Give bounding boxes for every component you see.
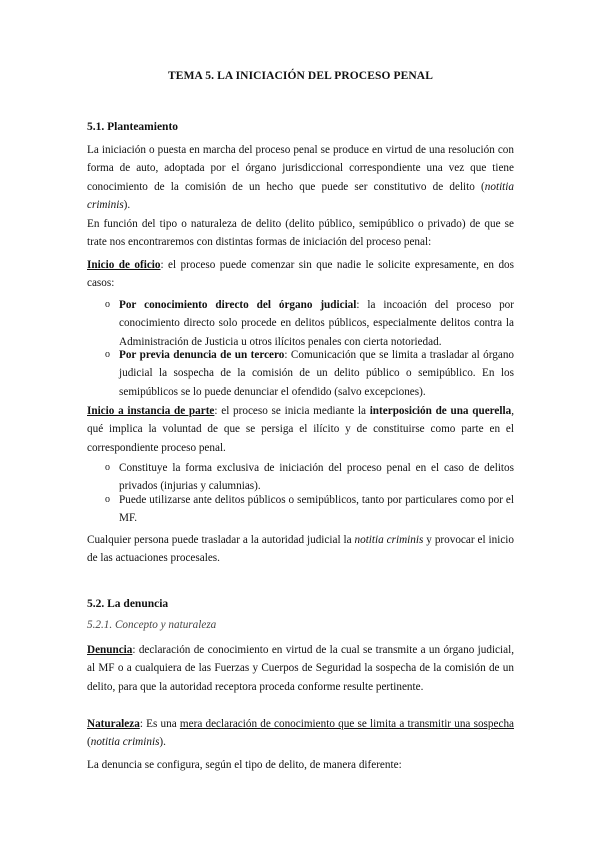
paragraph-configura: La denuncia se configura, según el tipo de delito, de manera diferente: — [87, 759, 402, 771]
paragraph-instancia-parte — [87, 402, 514, 457]
naturaleza-text-3: ). — [159, 736, 166, 749]
section-heading-5-1: 5.1. Planteamiento — [87, 121, 179, 133]
paragraph-intro-end: ). — [123, 199, 131, 212]
list-item-oficio-2-bold: Por previa denuncia de un tercero — [119, 349, 285, 361]
naturaleza-text-2: ( — [87, 736, 91, 749]
instancia-parte-label: Inicio a instancia de parte — [87, 405, 215, 417]
paragraph-naturaleza — [87, 715, 514, 752]
list-item-oficio-1-text: : la incoación del proceso por conocimiento directo solo procede en delitos públicos, especialmente delitos contra la Administración de Justicia u otros ilícitos penales con cierta notoriedad. — [119, 299, 514, 348]
naturaleza-underlined: mera declaración de conocimiento que se limita a transmitir una sospecha — [179, 718, 514, 730]
denuncia-label: Denuncia — [87, 644, 133, 656]
notitia-criminis-italic: notitia criminis — [90, 736, 160, 749]
list-item-parte-2 — [105, 491, 514, 528]
paragraph-inicio-oficio — [87, 256, 514, 293]
instancia-parte-text-2: , qué implica la voluntad de que se persiga el ilícito y de constituirse como parte en el correspondiente proceso penal. — [87, 405, 515, 454]
notitia-criminis-italic: notitia criminis — [87, 180, 514, 212]
list-item-oficio-1 — [105, 296, 514, 351]
naturaleza-label: Naturaleza — [87, 718, 140, 730]
list-item-oficio-1-bold: Por conocimiento directo del órgano judicial — [119, 299, 357, 311]
paragraph-intro-text: La iniciación o puesta en marcha del proceso penal se produce en virtud de una resolución con forma de auto, adoptada por el órgano jurisdiccional correspondiente una vez que tiene conocimiento de la comisión de un hecho que puede ser constitutivo de delito ( — [87, 144, 514, 193]
cualquier-persona-text-2: y provocar el inicio de las actuaciones procesales. — [87, 534, 515, 565]
cualquier-persona-text-1: Cualquier persona puede trasladar a la autoridad judicial la — [87, 534, 355, 546]
bullet-circle-icon: o — [105, 299, 110, 310]
instancia-parte-text-1: : el proceso se inicia mediante la — [214, 405, 370, 417]
paragraph-intro — [87, 141, 514, 215]
inicio-oficio-text: : el proceso puede comenzar sin que nadie le solicite expresamente, en dos casos: — [87, 259, 514, 290]
list-item-parte-1-text: Constituye la forma exclusiva de iniciación del proceso penal en el caso de delitos privados (injurias y calumnias). — [119, 462, 514, 493]
naturaleza-text-1: : Es una — [139, 718, 180, 730]
bullet-circle-icon: o — [105, 494, 110, 505]
paragraph-cualquier-persona — [87, 531, 514, 568]
notitia-criminis-italic: notitia criminis — [354, 534, 424, 546]
bullet-circle-icon: o — [105, 349, 110, 360]
document-title: TEMA 5. LA INICIACIÓN DEL PROCESO PENAL — [168, 70, 433, 82]
paragraph-tipos: En función del tipo o naturaleza de delito (delito público, semipúblico o privado) de que se trate nos encontraremos con distintas formas de iniciación del proceso penal: — [87, 218, 514, 249]
bullet-circle-icon: o — [105, 462, 110, 473]
instancia-parte-bold: interposición de una querella — [369, 405, 512, 417]
list-item-oficio-2 — [105, 346, 514, 401]
inicio-oficio-label: Inicio de oficio — [87, 259, 161, 271]
denuncia-text: : declaración de conocimiento en virtud de la cual se transmite a un órgano judicial, al MF o a cualquiera de las Fuerzas y Cuerpos de Seguridad la sospecha de la comisión de un delito, para que la autoridad receptora proceda conforme resulte pertinente. — [87, 644, 514, 693]
list-item-parte-2-text: Puede utilizarse ante delitos públicos o semipúblicos, tanto por particulares como por el MF. — [119, 494, 514, 525]
subsection-heading-5-2-1: 5.2.1. Concepto y naturaleza — [87, 619, 217, 631]
list-item-oficio-2-text: : Comunicación que se limita a trasladar al órgano judicial la sospecha de la comisión de un delito público o semipúblico. En los semipúblicos se lo puede denunciar el ofendido (salvo excepciones). — [119, 349, 515, 398]
section-heading-5-2: 5.2. La denuncia — [87, 598, 169, 610]
paragraph-denuncia — [87, 641, 514, 696]
